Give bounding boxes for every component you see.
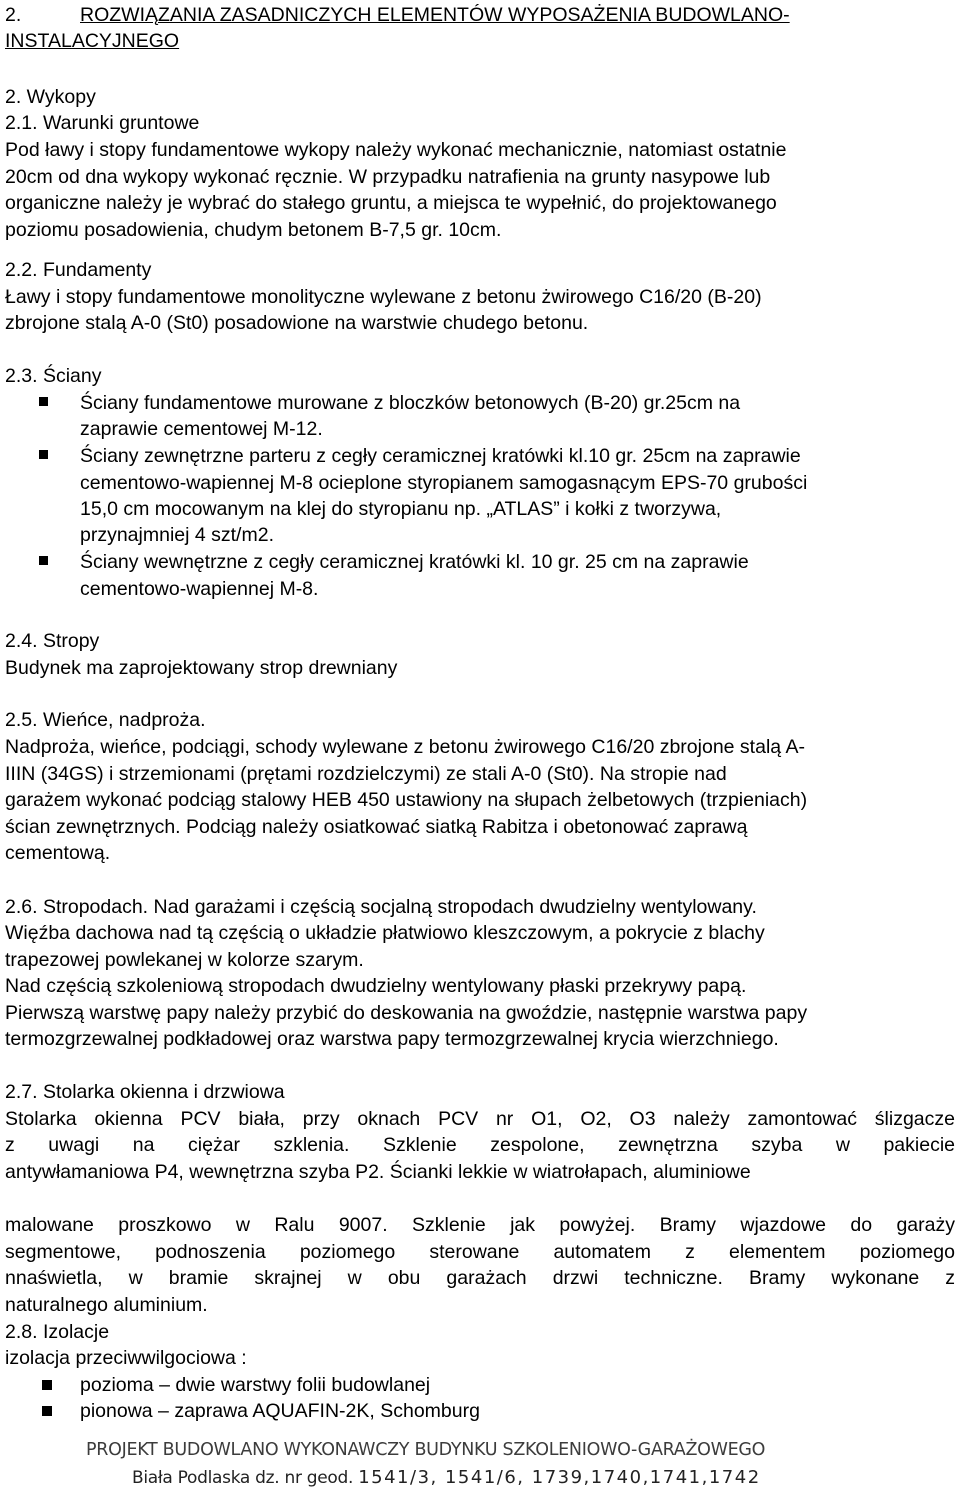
section-title-wience: 2.5. Wieńce, nadproża. [5, 709, 206, 731]
paragraph-line: ścian zewnętrznych. Podciąg należy osiatkować siatką Rabitza i obetonować zaprawą [5, 816, 748, 838]
footer-parcels: 1541/3, 1541/6, 1739,1740,1741,1742 [358, 1467, 761, 1488]
list-item-line: Ściany fundamentowe murowane z bloczków betonowych (B-20) gr.25cm na [80, 392, 741, 414]
paragraph-line: Nad częścią szkoleniową stropodach dwudzielny wentylowany płaski przekrywy papą. [5, 975, 747, 997]
paragraph-line: Nadproża, wieńce, podciągi, schody wylewane z betonu żwirowego C16/20 zbrojone stalą A- [5, 736, 805, 758]
paragraph-line: poziomu posadowienia, chudym betonem B-7,5 gr. 10cm. [5, 219, 502, 241]
paragraph-line: z uwagi na ciężar szklenia. Szklenie zespolone, zewnętrzna szyba w pakiecie [5, 1134, 955, 1156]
paragraph-line: 2.6. Stropodach. Nad garażami i częścią socjalną stropodach dwudzielny wentylowany. [5, 896, 757, 918]
list-item-line: cementowo-wapiennej M-8. [80, 578, 319, 600]
heading-number: 2. [5, 4, 22, 26]
list-item-line: Ściany zewnętrzne parteru z cegły ceramicznej kratówki kl.10 gr. 25cm na zaprawie [80, 445, 801, 467]
chapter-heading [5, 2, 955, 29]
bullet-icon [39, 450, 48, 459]
subsection-title-izolacja: izolacja przeciwwilgociowa : [5, 1347, 247, 1369]
footer-project-title: PROJEKT BUDOWLANO WYKONAWCZY BUDYNKU SZKOLENIOWO-GARAŻOWEGO [86, 1440, 766, 1460]
list-item-line: zaprawie cementowej M-12. [80, 418, 323, 440]
paragraph-line: Stolarka okienna PCV biała, przy oknach PCV nr O1, O2, O3 należy zamontować ślizgacze [5, 1108, 955, 1130]
bullet-icon [42, 1380, 52, 1390]
paragraph-line: segmentowe, podnoszenia poziomego sterowane automatem z elementem poziomego [5, 1241, 955, 1263]
paragraph-line: organiczne należy je wybrać do stałego gruntu, a miejsca te wypełnić, do projektowanego [5, 192, 777, 214]
list-item-line: pozioma – dwie warstwy folii budowlanej [80, 1374, 431, 1396]
section-title-fundamenty: 2.2. Fundamenty [5, 259, 152, 281]
heading-line-2: INSTALACYJNEGO [5, 30, 180, 52]
paragraph-line: naturalnego aluminium. [5, 1294, 208, 1316]
bullet-icon [39, 397, 48, 406]
paragraph-line: Pierwszą warstwę papy należy przybić do deskowania na gwoździe, następnie warstwa papy [5, 1002, 808, 1024]
heading-line-1: ROZWIĄZANIA ZASADNICZYCH ELEMENTÓW WYPOSAŻENIA BUDOWLANO- [80, 4, 790, 26]
footer-location [132, 1467, 761, 1488]
paragraph-line: termozgrzewalnej podkładowej oraz warstwa papy termozgrzewalnej krycia wierzchniego. [5, 1028, 779, 1050]
paragraph-line: IIIN (34GS) i strzemionami (prętami rozdzielczymi) ze stali A-0 (St0). Na stropie nad [5, 763, 727, 785]
list-item-line: 15,0 cm mocowanym na klej do styropianu np. „ATLAS” i kołki z tworzywa, [80, 498, 722, 520]
paragraph-line: malowane proszkowo w Ralu 9007. Szklenie jak powyżej. Bramy wjazdowe do garaży [5, 1214, 955, 1236]
list-item-line: pionowa – zaprawa AQUAFIN-2K, Schomburg [80, 1400, 480, 1422]
list-item-line: przynajmniej 4 szt/m2. [80, 524, 274, 546]
list-item-line: cementowo-wapiennej M-8 ocieplone styropianem samogasnącym EPS-70 grubości [80, 472, 808, 494]
paragraph-line: trapezowej powlekanej w kolorze szarym. [5, 949, 364, 971]
bullet-icon [39, 556, 48, 565]
section-title-stolarka: 2.7. Stolarka okienna i drzwiowa [5, 1081, 285, 1103]
paragraph-line: Pod ławy i stopy fundamentowe wykopy należy wykonać mechanicznie, natomiast ostatnie [5, 139, 787, 161]
subsection-title-warunki: 2.1. Warunki gruntowe [5, 112, 200, 134]
paragraph-line: zbrojone stalą A-0 (St0) posadowione na warstwie chudego betonu. [5, 312, 589, 334]
paragraph-line: nnaświetla, w bramie skrajnej w obu garażach drzwi techniczne. Bramy wykonane z [5, 1267, 955, 1289]
section-title-sciany: 2.3. Ściany [5, 365, 102, 387]
section-title-wykopy: 2. Wykopy [5, 86, 96, 108]
paragraph-line: Ławy i stopy fundamentowe monolityczne wylewane z betonu żwirowego C16/20 (B-20) [5, 286, 762, 308]
paragraph-line: Budynek ma zaprojektowany strop drewniany [5, 657, 398, 679]
paragraph-line: Więźba dachowa nad tą częścią o układzie płatwiowo kleszczowym, a pokrycie z blachy [5, 922, 765, 944]
paragraph-line: garażem wykonać podciąg stalowy HEB 450 ustawiony na słupach żelbetowych (trzpieniach) [5, 789, 808, 811]
section-title-izolacje: 2.8. Izolacje [5, 1321, 110, 1343]
paragraph-line: 20cm od dna wykopy wykonać ręcznie. W przypadku natrafienia na grunty nasypowe lub [5, 166, 771, 188]
footer-place: Biała Podlaska dz. nr geod. [132, 1468, 354, 1488]
list-item-line: Ściany wewnętrzne z cegły ceramicznej kratówki kl. 10 gr. 25 cm na zaprawie [80, 551, 749, 573]
section-title-stropy: 2.4. Stropy [5, 630, 100, 652]
paragraph-line: antywłamaniowa P4, wewnętrzna szyba P2. Ścianki lekkie w wiatrołapach, aluminiowe [5, 1161, 751, 1183]
paragraph-line: cementową. [5, 842, 111, 864]
bullet-icon [42, 1406, 52, 1416]
